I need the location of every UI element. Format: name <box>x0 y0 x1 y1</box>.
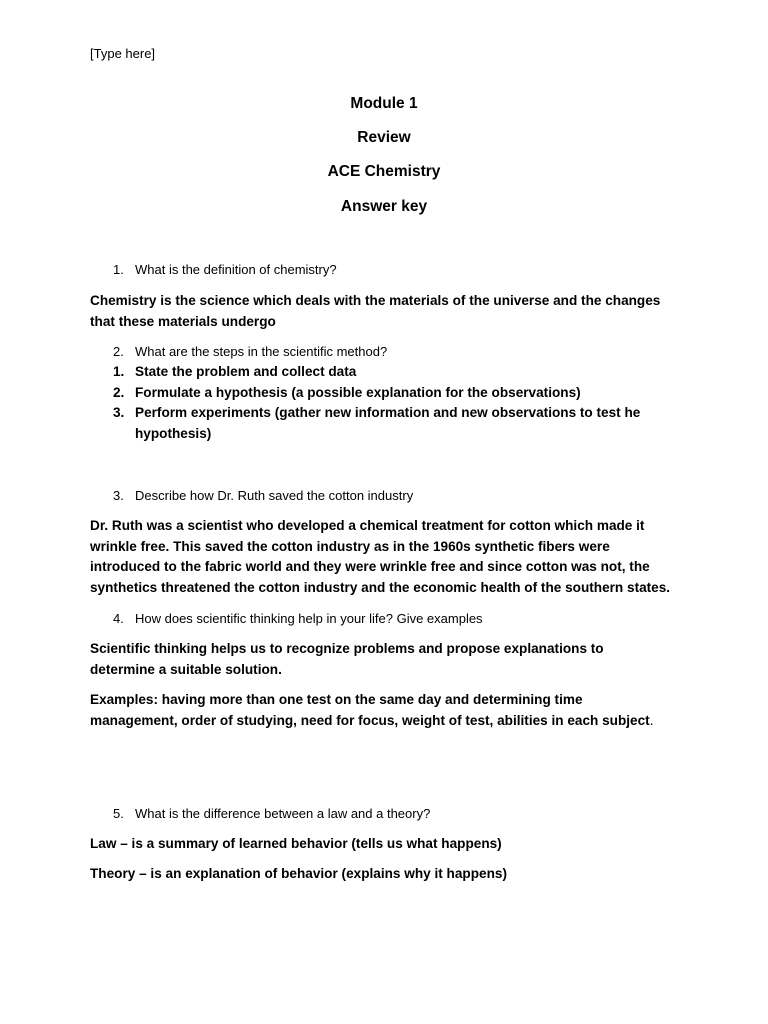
scientific-method-steps <box>113 362 653 444</box>
answer-3: Dr. Ruth was a scientist who developed a chemical treatment for cotton which made it wrinkle free. This saved the cotton industry as in the 1960s synthetic fibers were introduced to the fabric world and they were wrinkle free and since cotton was not, the synthetics threatened the cotton industry and the economic health of the southern states. <box>90 518 671 595</box>
question-text: How does scientific thinking help in your life? Give examples <box>135 611 483 626</box>
question-number: 5. <box>113 806 124 821</box>
examples-period: . <box>649 712 654 728</box>
question-text: What is the difference between a law and a theory? <box>135 806 431 821</box>
step-number: 2. <box>113 384 125 400</box>
answer-4: Scientific thinking helps us to recognize problems and propose explanations to determine a suitable solution. <box>90 641 604 677</box>
question-text: Describe how Dr. Ruth saved the cotton industry <box>135 488 414 503</box>
question-text: What is the definition of chemistry? <box>135 262 337 277</box>
answer-5-law: Law – is a summary of learned behavior (tells us what happens) <box>90 836 502 851</box>
question-text: What are the steps in the scientific method? <box>135 344 388 359</box>
step-number: 3. <box>113 405 125 420</box>
question-number: 2. <box>113 344 124 359</box>
question-number: 1. <box>113 262 124 277</box>
question-4 <box>113 611 483 626</box>
step-text: Formulate a hypothesis (a possible explanation for the observations) <box>135 384 581 400</box>
list-item <box>113 383 653 404</box>
step-text: State the problem and collect data <box>135 364 357 379</box>
title-review: Review <box>357 129 411 146</box>
question-2 <box>113 344 387 359</box>
question-3 <box>113 488 413 503</box>
title-course: ACE Chemistry <box>327 163 441 180</box>
step-text: Perform experiments (gather new information and new observations to test he hypothesis) <box>135 405 641 441</box>
examples-text: Examples: having more than one test on the same day and determining time management, order of studying, need for focus, weight of test, abilities in each subject <box>90 692 650 728</box>
list-item <box>113 403 653 444</box>
question-5 <box>113 806 430 821</box>
answer-4-examples <box>90 690 670 731</box>
answer-1: Chemistry is the science which deals with the materials of the universe and the changes that these materials undergo <box>90 293 661 329</box>
title-module: Module 1 <box>350 95 418 112</box>
header-placeholder: [Type here] <box>90 46 156 61</box>
question-1 <box>113 262 337 277</box>
answer-5-theory: Theory – is an explanation of behavior (explains why it happens) <box>90 866 507 881</box>
step-number: 1. <box>113 364 125 379</box>
question-number: 4. <box>113 611 124 626</box>
title-answer-key: Answer key <box>340 198 428 215</box>
list-item <box>113 362 653 383</box>
question-number: 3. <box>113 488 124 503</box>
